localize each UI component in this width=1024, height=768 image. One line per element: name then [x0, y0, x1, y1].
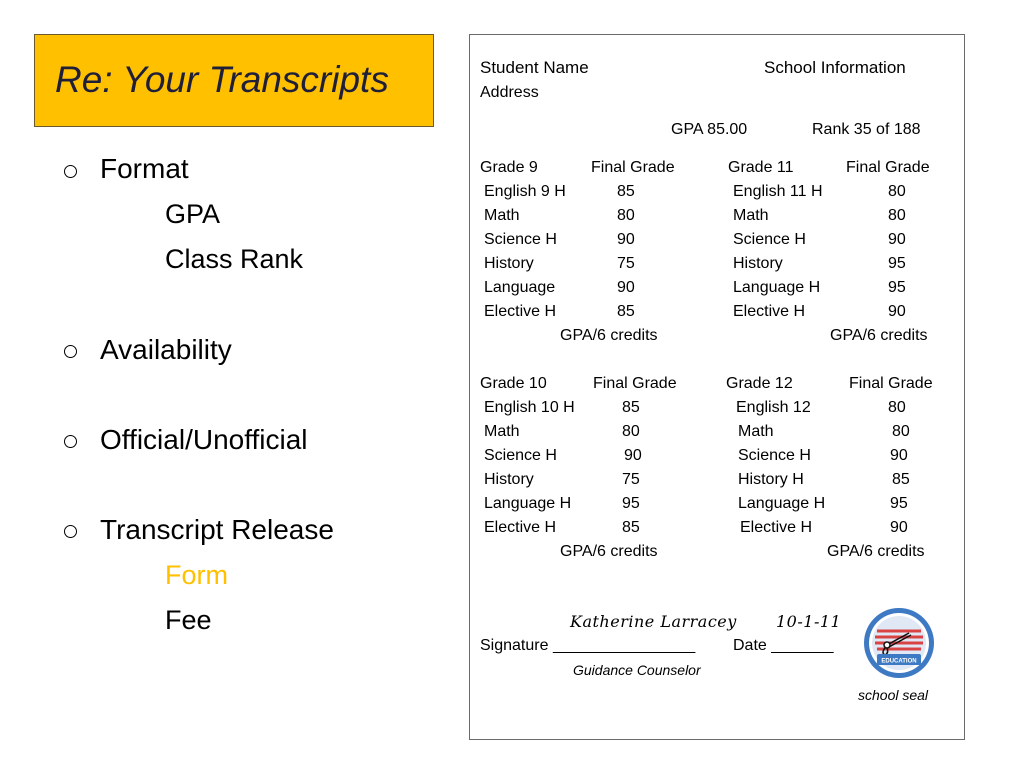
course-name: History — [733, 255, 783, 272]
gpa-credits: GPA/6 credits — [830, 327, 928, 344]
course-name: English 9 H — [484, 183, 566, 200]
course-name: Math — [484, 207, 520, 224]
course-name: Math — [738, 423, 774, 440]
course-name: English 10 H — [484, 399, 575, 416]
guidance-counselor-label: Guidance Counselor — [573, 662, 701, 678]
sub-bullet-class-rank: Class Rank — [165, 244, 304, 274]
grade-9-label: Grade 9 — [480, 159, 538, 176]
gpa-summary: GPA 85.00 — [671, 121, 748, 138]
course-name: Science H — [484, 447, 557, 464]
course-grade: 95 — [888, 279, 906, 296]
sub-bullet-form: Form — [165, 560, 228, 590]
course-grade: 75 — [622, 471, 640, 488]
gpa-credits: GPA/6 credits — [827, 543, 925, 560]
course-name: Language — [484, 279, 556, 296]
course-grade: 90 — [890, 519, 908, 536]
course-grade: 90 — [888, 231, 906, 248]
final-grade-header: Final Grade — [591, 159, 675, 176]
course-name: Language H — [484, 495, 572, 512]
bullet-official-unofficial: Official/Unofficial — [100, 424, 308, 455]
course-name: English 11 H — [733, 183, 823, 200]
final-grade-header: Final Grade — [846, 159, 930, 176]
signature-line: Signature ________________ — [480, 637, 696, 654]
course-grade: 90 — [624, 447, 642, 464]
slide-title-box — [34, 34, 434, 127]
course-name: Elective H — [740, 519, 813, 536]
course-name: Elective H — [484, 303, 557, 320]
course-name: Math — [484, 423, 520, 440]
bullet-format: Format — [100, 153, 189, 184]
course-grade: 80 — [888, 183, 906, 200]
rank-summary: Rank 35 of 188 — [812, 121, 921, 138]
course-grade: 80 — [892, 423, 910, 440]
school-seal-label: school seal — [858, 687, 929, 703]
course-grade: 90 — [617, 231, 635, 248]
seal-text: EDUCATION — [881, 658, 917, 665]
grade-11-label: Grade 11 — [728, 159, 794, 176]
course-grade: 80 — [888, 207, 906, 224]
date-line: Date _______ — [733, 637, 834, 654]
gpa-credits: GPA/6 credits — [560, 327, 658, 344]
student-address: Address — [480, 84, 539, 101]
course-name: Language H — [733, 279, 821, 296]
course-name: English 12 — [736, 399, 811, 416]
course-grade: 80 — [617, 207, 635, 224]
course-name: History H — [738, 471, 804, 488]
slide-title: Re: Your Transcripts — [55, 59, 389, 100]
course-grade: 85 — [617, 303, 635, 320]
school-information: School Information — [764, 58, 906, 77]
course-name: Science H — [733, 231, 806, 248]
course-name: Math — [733, 207, 769, 224]
gpa-credits: GPA/6 credits — [560, 543, 658, 560]
course-name: Elective H — [484, 519, 557, 536]
course-name: Elective H — [733, 303, 806, 320]
course-grade: 80 — [888, 399, 906, 416]
course-grade: 85 — [622, 519, 640, 536]
bullet-transcript-release: Transcript Release — [100, 514, 334, 545]
student-name: Student Name — [480, 58, 589, 77]
course-grade: 95 — [890, 495, 908, 512]
course-grade: 95 — [622, 495, 640, 512]
course-grade: 75 — [617, 255, 635, 272]
final-grade-header: Final Grade — [593, 375, 677, 392]
final-grade-header: Final Grade — [849, 375, 933, 392]
course-name: History — [484, 471, 534, 488]
bullet-marker — [64, 165, 77, 178]
course-name: History — [484, 255, 534, 272]
handwritten-date: 10-1-11 — [776, 612, 842, 631]
bullet-availability: Availability — [100, 334, 232, 365]
course-name: Science H — [484, 231, 557, 248]
sample-transcript — [469, 34, 965, 740]
school-seal-icon — [863, 607, 935, 679]
course-grade: 90 — [888, 303, 906, 320]
course-name: Science H — [738, 447, 811, 464]
course-name: Language H — [738, 495, 826, 512]
course-grade: 90 — [890, 447, 908, 464]
bullet-marker — [64, 435, 77, 448]
bullet-marker — [64, 525, 77, 538]
handwritten-signature: Katherine Larracey — [570, 612, 737, 631]
course-grade: 95 — [888, 255, 906, 272]
course-grade: 85 — [892, 471, 910, 488]
sub-bullet-fee: Fee — [165, 605, 212, 635]
course-grade: 85 — [617, 183, 635, 200]
sub-bullet-gpa: GPA — [165, 199, 221, 229]
bullet-marker — [64, 345, 77, 358]
course-grade: 90 — [617, 279, 635, 296]
course-grade: 85 — [622, 399, 640, 416]
grade-10-label: Grade 10 — [480, 375, 547, 392]
course-grade: 80 — [622, 423, 640, 440]
grade-12-label: Grade 12 — [726, 375, 793, 392]
